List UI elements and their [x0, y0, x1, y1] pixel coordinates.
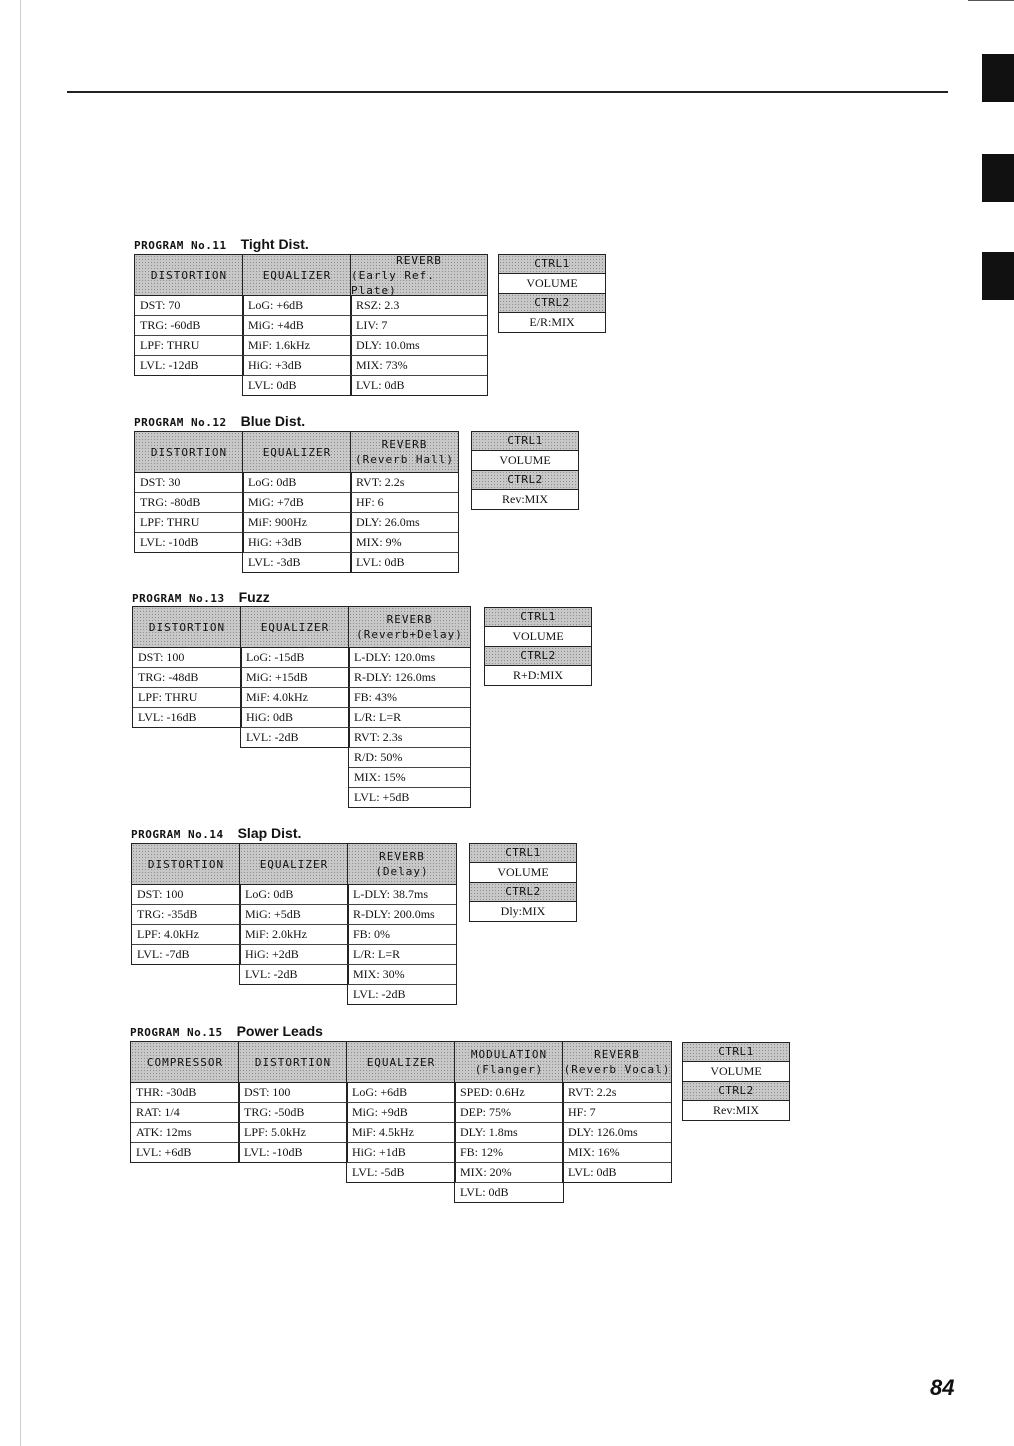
block-title: DISTORTION	[150, 445, 228, 459]
program-number: PROGRAM No.12	[134, 416, 227, 429]
thumb-tab-3	[982, 252, 1014, 300]
param-row: RVT: 2.2s	[563, 1083, 671, 1103]
param-row: TRG: -80dB	[135, 493, 243, 513]
param-row: MiF: 4.5kHz	[347, 1123, 455, 1143]
param-row: LPF: 4.0kHz	[132, 925, 240, 945]
block-header	[243, 254, 351, 296]
param-row: RAT: 1/4	[131, 1103, 239, 1123]
block-header	[351, 431, 458, 473]
param-row: LPF: THRU	[135, 336, 243, 356]
param-row: HiG: +3dB	[243, 356, 351, 376]
param-row: HiG: +3dB	[243, 533, 351, 553]
param-row: TRG: -50dB	[239, 1103, 347, 1123]
param-row: HiG: +2dB	[240, 945, 348, 965]
param-row: L/R: L=R	[348, 945, 456, 965]
param-row: MiG: +9dB	[347, 1103, 455, 1123]
block-title: REVERB	[381, 438, 428, 451]
param-row: MIX: 15%	[349, 768, 470, 788]
distortion-block	[134, 431, 244, 553]
program-name: Slap Dist.	[237, 825, 302, 841]
block-title: EQUALIZER	[262, 268, 332, 282]
param-row: RSZ: 2.3	[351, 296, 487, 316]
ctrl1-header: CTRL1	[485, 608, 591, 627]
ctrl-box	[498, 254, 606, 333]
param-row: FB: 12%	[455, 1143, 563, 1163]
reverb-block	[347, 843, 457, 1005]
header-rule	[67, 91, 948, 93]
ctrl1-header: CTRL1	[499, 255, 605, 274]
equalizer-block	[239, 843, 349, 985]
program-number: PROGRAM No.14	[131, 828, 224, 841]
block-header	[563, 1041, 671, 1083]
distortion-block	[132, 606, 242, 728]
param-row: ATK: 12ms	[131, 1123, 239, 1143]
ctrl1-value: VOLUME	[470, 863, 576, 883]
ctrl1-header: CTRL1	[472, 432, 578, 451]
block-title: EQUALIZER	[262, 445, 332, 459]
block-header	[133, 606, 241, 648]
param-row: R-DLY: 126.0ms	[349, 668, 470, 688]
ctrl-box	[471, 431, 579, 510]
distortion-block	[238, 1041, 348, 1163]
param-row: MiG: +15dB	[241, 668, 349, 688]
param-row: MiG: +5dB	[240, 905, 348, 925]
param-row: MIX: 16%	[563, 1143, 671, 1163]
param-row: LVL: 0dB	[568, 1165, 617, 1179]
equalizer-block	[242, 431, 352, 573]
block-title: EQUALIZER	[260, 620, 330, 634]
program-number: PROGRAM No.11	[134, 239, 227, 252]
param-row: LVL: 0dB	[356, 378, 405, 392]
param-row: MIX: 30%	[348, 965, 456, 985]
program-title	[130, 1023, 323, 1041]
block-title: DISTORTION	[254, 1055, 332, 1069]
equalizer-block	[346, 1041, 456, 1183]
param-row: SPED: 0.6Hz	[455, 1083, 563, 1103]
program-title	[134, 236, 309, 254]
ctrl1-value: VOLUME	[499, 274, 605, 294]
block-subtitle: (Reverb Hall)	[354, 453, 455, 466]
ctrl-box	[469, 843, 577, 922]
param-row: LVL: -7dB	[137, 947, 190, 961]
reverb-block	[350, 431, 459, 573]
ctrl1-value: VOLUME	[683, 1062, 789, 1082]
param-row: LVL: 0dB	[460, 1185, 509, 1199]
block-header	[347, 1041, 455, 1083]
ctrl2-value: E/R:MIX	[529, 315, 575, 329]
block-header	[349, 606, 470, 648]
param-row: LPF: THRU	[135, 513, 243, 533]
param-row: L/R: L=R	[349, 708, 470, 728]
reverb-block	[350, 254, 488, 396]
param-row: DEP: 75%	[455, 1103, 563, 1123]
block-header	[239, 1041, 347, 1083]
page-left-edge	[20, 0, 21, 1446]
program-name: Fuzz	[238, 589, 270, 605]
param-row: DST: 100	[133, 648, 241, 668]
block-title: DISTORTION	[147, 857, 225, 871]
ctrl2-header: CTRL2	[499, 294, 605, 313]
param-row: HiG: +1dB	[347, 1143, 455, 1163]
block-header	[351, 254, 487, 296]
thumb-tab-1	[982, 54, 1014, 102]
param-row: MIX: 9%	[351, 533, 458, 553]
top-right-rule	[968, 0, 1014, 1]
param-row: TRG: -35dB	[132, 905, 240, 925]
param-row: DST: 70	[135, 296, 243, 316]
param-row: LoG: +6dB	[243, 296, 351, 316]
param-row: HiG: 0dB	[241, 708, 349, 728]
ctrl2-value: R+D:MIX	[512, 668, 564, 682]
param-row: MiF: 4.0kHz	[241, 688, 349, 708]
param-row: THR: -30dB	[131, 1083, 239, 1103]
ctrl2-header: CTRL2	[485, 647, 591, 666]
block-title: REVERB	[594, 1048, 640, 1061]
block-header	[131, 1041, 239, 1083]
equalizer-block	[242, 254, 352, 396]
distortion-block	[134, 254, 244, 376]
ctrl1-header: CTRL1	[683, 1043, 789, 1062]
block-header	[135, 431, 243, 473]
param-row: LVL: -2dB	[246, 730, 299, 744]
block-header	[132, 843, 240, 885]
ctrl1-value: VOLUME	[485, 627, 591, 647]
param-row: L-DLY: 120.0ms	[349, 648, 470, 668]
param-row: LVL: -10dB	[244, 1145, 303, 1159]
param-row: LVL: +6dB	[136, 1145, 192, 1159]
param-row: MIX: 20%	[455, 1163, 563, 1183]
block-title: MODULATION	[470, 1048, 548, 1061]
param-row: LoG: -15dB	[241, 648, 349, 668]
ctrl1-value: VOLUME	[472, 451, 578, 471]
param-row: L-DLY: 38.7ms	[348, 885, 456, 905]
param-row: LVL: -10dB	[140, 535, 199, 549]
param-row: FB: 43%	[349, 688, 470, 708]
program-name: Tight Dist.	[240, 236, 309, 252]
param-row: DST: 30	[135, 473, 243, 493]
param-row: DST: 100	[132, 885, 240, 905]
ctrl-box	[682, 1042, 790, 1121]
block-header	[135, 254, 243, 296]
param-row: LVL: -3dB	[248, 555, 301, 569]
param-row: MiG: +4dB	[243, 316, 351, 336]
block-subtitle: (Delay)	[375, 865, 429, 878]
param-row: RVT: 2.3s	[349, 728, 470, 748]
block-subtitle: (Reverb Vocal)	[563, 1063, 671, 1076]
block-header	[240, 843, 348, 885]
compressor-block	[130, 1041, 240, 1163]
ctrl2-value: Dly:MIX	[500, 904, 546, 918]
ctrl2-header: CTRL2	[683, 1082, 789, 1101]
param-row: LVL: 0dB	[248, 378, 297, 392]
program-title	[131, 825, 301, 843]
param-row: DST: 100	[239, 1083, 347, 1103]
block-title: REVERB	[386, 613, 433, 626]
param-row: DLY: 10.0ms	[351, 336, 487, 356]
param-row: DLY: 1.8ms	[455, 1123, 563, 1143]
param-row: MiG: +7dB	[243, 493, 351, 513]
block-header	[241, 606, 349, 648]
param-row: TRG: -60dB	[135, 316, 243, 336]
program-name: Power Leads	[236, 1023, 323, 1039]
ctrl-box	[484, 607, 592, 686]
block-title: EQUALIZER	[366, 1055, 436, 1069]
param-row: LVL: -5dB	[352, 1165, 405, 1179]
param-row: MIX: 73%	[351, 356, 487, 376]
param-row: FB: 0%	[348, 925, 456, 945]
param-row: LoG: +6dB	[347, 1083, 455, 1103]
ctrl2-header: CTRL2	[472, 471, 578, 490]
reverb-block	[348, 606, 471, 808]
ctrl2-value: Rev:MIX	[713, 1103, 759, 1117]
block-subtitle: (Flanger)	[474, 1063, 544, 1076]
reverb-block	[562, 1041, 672, 1183]
distortion-block	[131, 843, 241, 965]
program-title	[134, 413, 305, 431]
page-number: 84	[930, 1375, 955, 1400]
block-title: COMPRESSOR	[146, 1055, 224, 1069]
block-title: DISTORTION	[148, 620, 226, 634]
param-row: LIV: 7	[351, 316, 487, 336]
param-row: LVL: -12dB	[140, 358, 199, 372]
param-row: LPF: THRU	[133, 688, 241, 708]
block-header	[455, 1041, 563, 1083]
thumb-tab-2	[982, 154, 1014, 202]
param-row: RVT: 2.2s	[351, 473, 458, 493]
param-row: R/D: 50%	[349, 748, 470, 768]
block-title: REVERB	[379, 850, 425, 863]
block-subtitle: (Early Ref. Plate)	[351, 268, 435, 297]
param-row: HF: 7	[563, 1103, 671, 1123]
param-row: DLY: 26.0ms	[351, 513, 458, 533]
block-header	[348, 843, 456, 885]
param-row: MiF: 1.6kHz	[243, 336, 351, 356]
param-row: LVL: -2dB	[353, 987, 406, 1001]
param-row: LVL: +5dB	[354, 790, 410, 804]
param-row: LVL: -16dB	[138, 710, 197, 724]
param-row: MiF: 2.0kHz	[240, 925, 348, 945]
program-number: PROGRAM No.15	[130, 1026, 223, 1039]
block-subtitle: (Reverb+Delay)	[356, 628, 463, 641]
param-row: LPF: 5.0kHz	[239, 1123, 347, 1143]
block-title: EQUALIZER	[259, 857, 329, 871]
param-row: DLY: 126.0ms	[563, 1123, 671, 1143]
ctrl2-header: CTRL2	[470, 883, 576, 902]
param-row: R-DLY: 200.0ms	[348, 905, 456, 925]
program-number: PROGRAM No.13	[132, 592, 225, 605]
equalizer-block	[240, 606, 350, 748]
param-row: LoG: 0dB	[240, 885, 348, 905]
block-title: REVERB	[396, 253, 442, 267]
param-row: HF: 6	[351, 493, 458, 513]
param-row: LoG: 0dB	[243, 473, 351, 493]
ctrl1-header: CTRL1	[470, 844, 576, 863]
param-row: LVL: 0dB	[356, 555, 405, 569]
modulation-block	[454, 1041, 564, 1203]
block-header	[243, 431, 351, 473]
ctrl2-value: Rev:MIX	[502, 492, 548, 506]
param-row: TRG: -48dB	[133, 668, 241, 688]
program-name: Blue Dist.	[240, 413, 306, 429]
param-row: MiF: 900Hz	[243, 513, 351, 533]
param-row: LVL: -2dB	[245, 967, 298, 981]
block-title: DISTORTION	[150, 268, 228, 282]
program-title	[132, 589, 270, 607]
